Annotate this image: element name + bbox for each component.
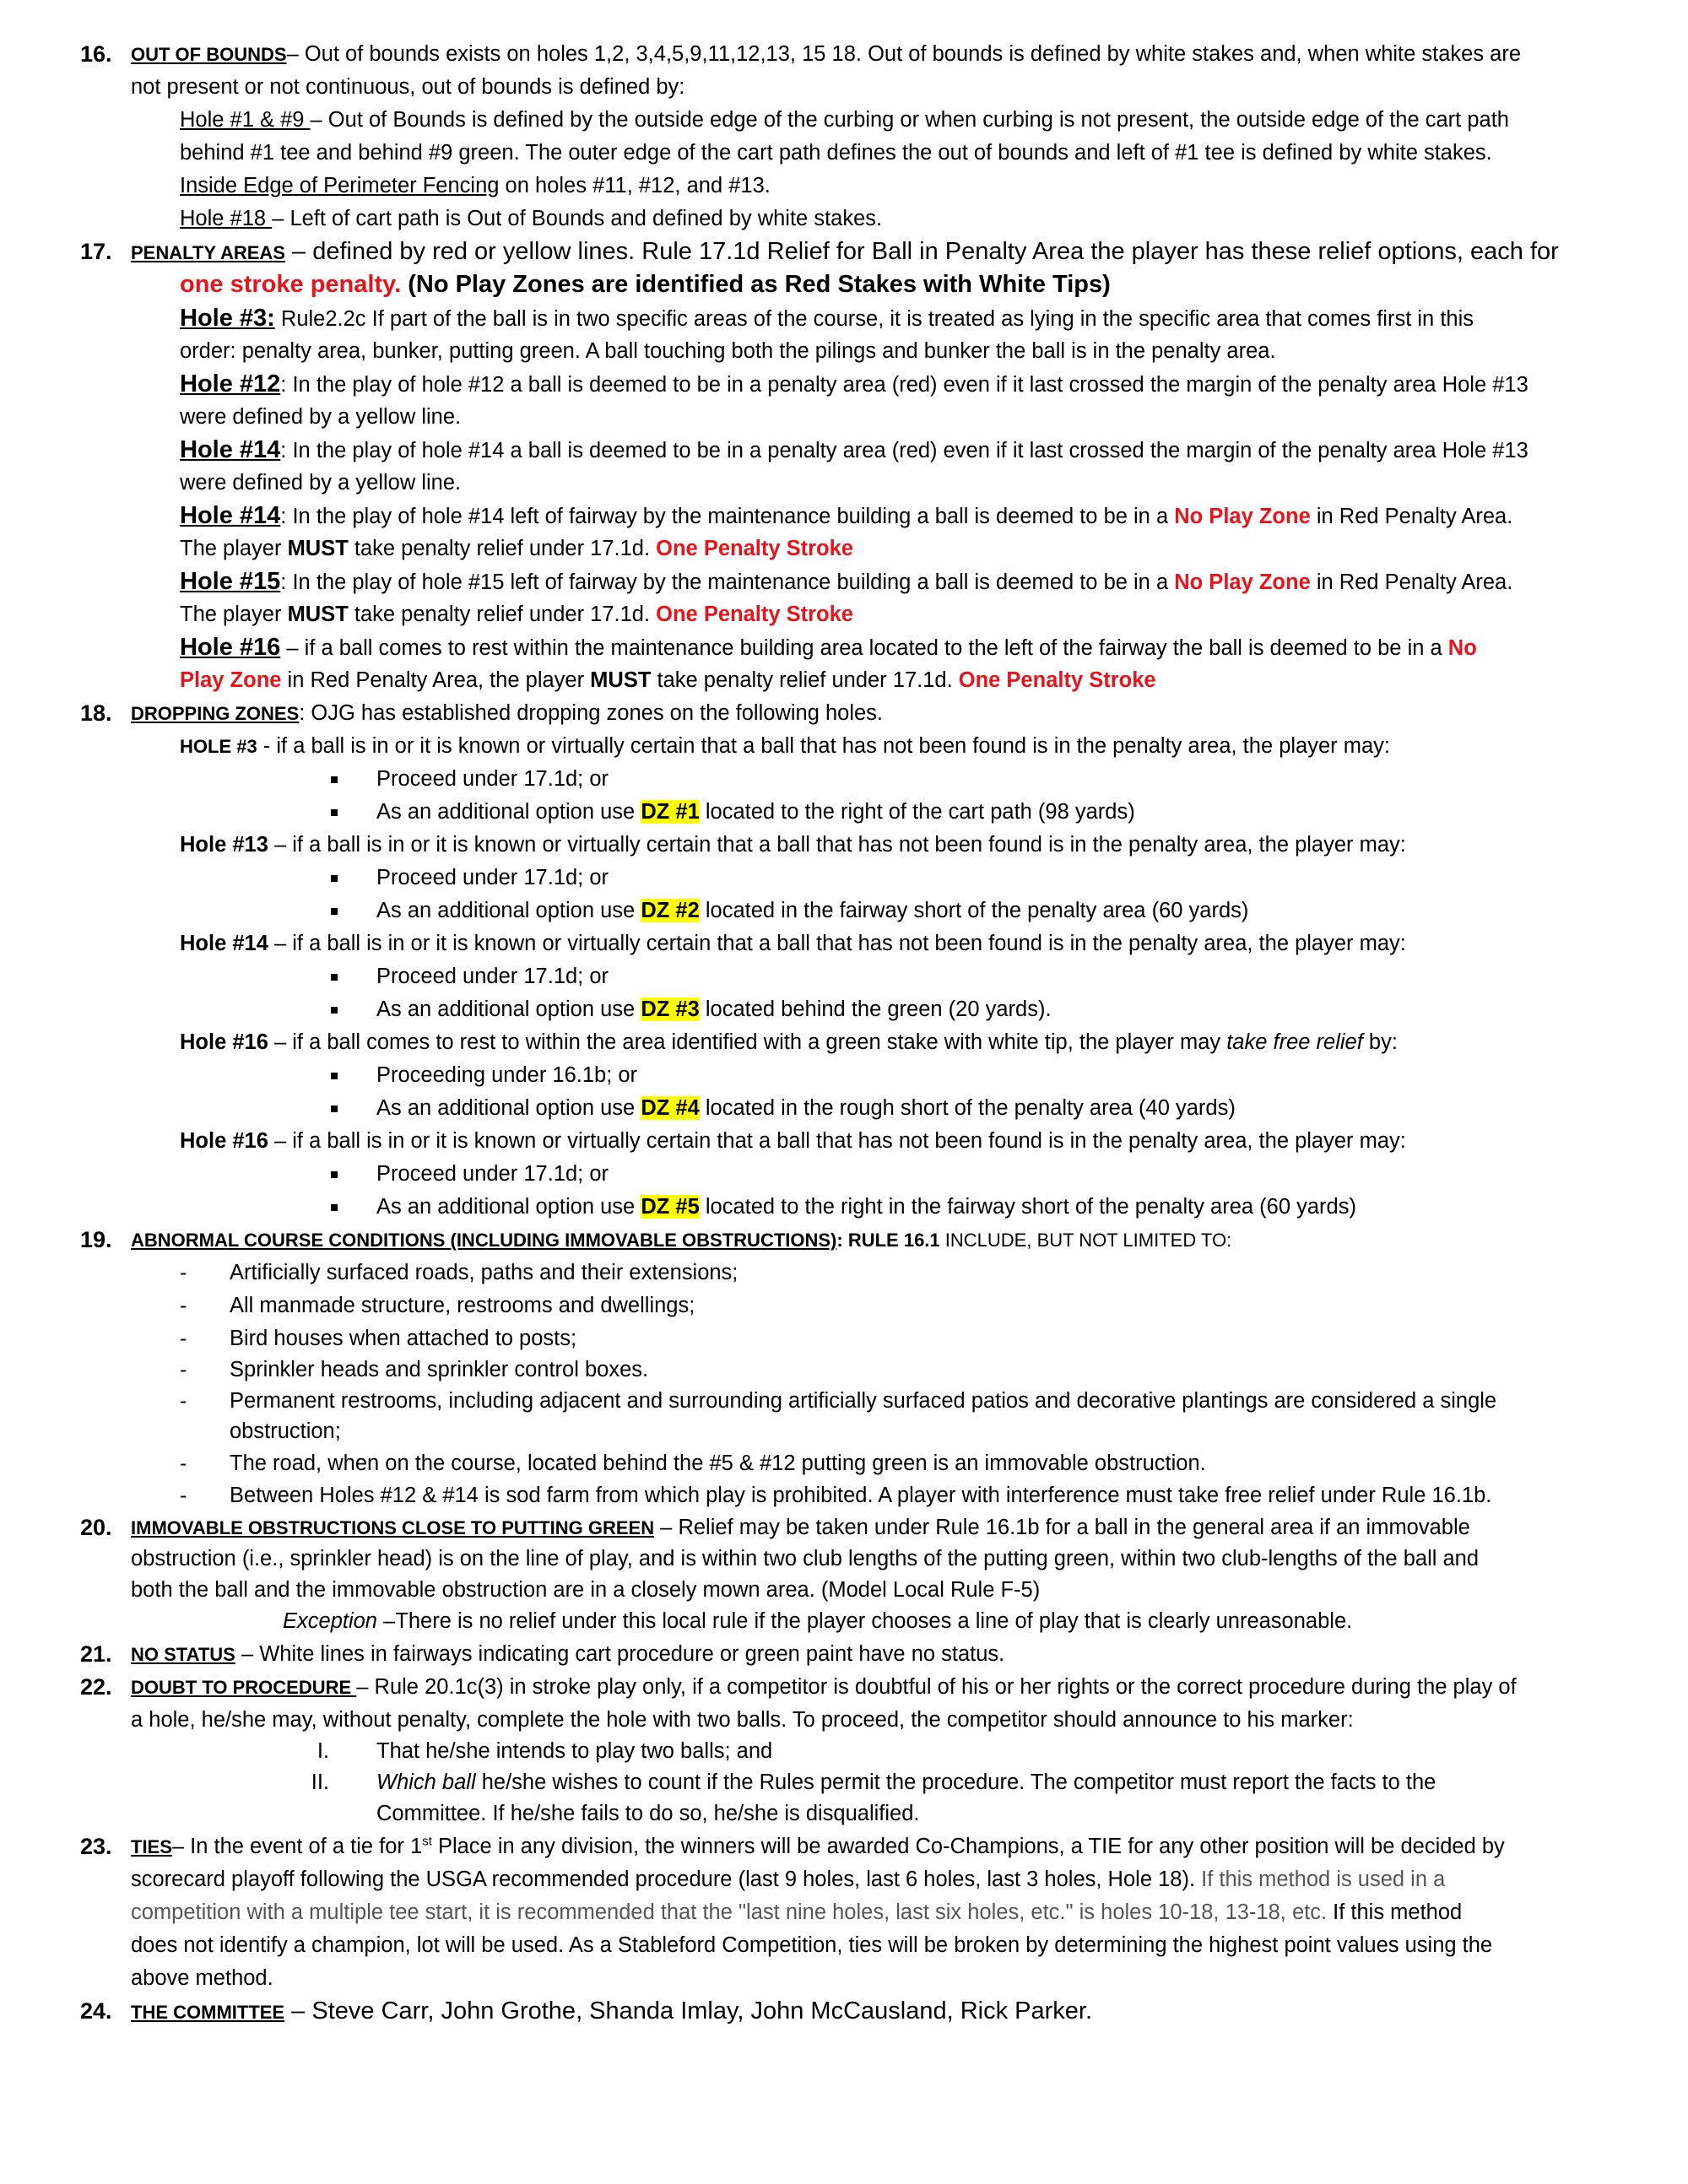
- dz-option: As an additional option use DZ #1 located to the right of the cart path (98 yards): [376, 800, 1135, 824]
- rule-number: 18.: [80, 700, 112, 726]
- dash-icon: -: [180, 1484, 187, 1507]
- roman-numeral: I.: [316, 1739, 329, 1763]
- dz-hole: Hole #16 – if a ball comes to rest to within the area identified with a green stake with white tip, the player may take free relief by:: [180, 1030, 1398, 1054]
- abnormal-item: Bird houses when attached to posts;: [230, 1327, 577, 1350]
- rule-number: 22.: [80, 1674, 112, 1700]
- dash-icon: -: [180, 1358, 187, 1381]
- abnormal-item: Between Holes #12 & #14 is sod farm from which play is prohibited. A player with interference must take free relief under Rule 16.1b.: [230, 1484, 1492, 1507]
- bullet-icon: [331, 908, 338, 915]
- rule-number: 20.: [80, 1515, 112, 1540]
- rule-22-item: That he/she intends to play two balls; and: [376, 1739, 773, 1763]
- dz-hole: Hole #14 – if a ball is in or it is known or virtually certain that a ball that has not been found is in the penalty area, the player may:: [180, 932, 1406, 955]
- dz-badge: DZ #5: [641, 1195, 700, 1219]
- rule-title: TIES: [131, 1836, 172, 1857]
- rule-title: IMMOVABLE OBSTRUCTIONS CLOSE TO PUTTING GREEN: [131, 1517, 655, 1538]
- abnormal-item: Permanent restrooms, including adjacent and surrounding artificially surfaced patios and decorative plantings are considered a single: [230, 1389, 1497, 1413]
- abnormal-item: Artificially surfaced roads, paths and their extensions;: [230, 1261, 738, 1284]
- rule-17-item: Hole #15: In the play of hole #15 left of fairway by the maintenance building a ball is deemed to be in a No Play Zone in Red Penalty Area.: [180, 568, 1513, 595]
- rule-17-item: Hole #12: In the play of hole #12 a ball is deemed to be in a penalty area (red) even if it last crossed the margin of the penalty area Hole #13: [180, 370, 1528, 397]
- rule-23-line: does not identify a champion, lot will be used. As a Stableford Competition, ties will be broken by determining the highest point values using the: [131, 1933, 1493, 1957]
- abnormal-item: All manmade structure, restrooms and dwellings;: [230, 1294, 695, 1317]
- dz-option: As an additional option use DZ #5 located to the right in the fairway short of the penalty area (60 yards): [376, 1195, 1356, 1219]
- rule-22-item: Committee. If he/she fails to do so, he/she is disqualified.: [376, 1802, 920, 1825]
- dash-icon: -: [180, 1261, 187, 1284]
- bullet-icon: [331, 1171, 338, 1178]
- rule-17-item: The player MUST take penalty relief under 17.1d. One Penalty Stroke: [180, 603, 853, 626]
- rule-17-item: were defined by a yellow line.: [180, 471, 462, 495]
- dz-option: Proceed under 17.1d; or: [376, 1162, 609, 1186]
- dz-hole: HOLE #3 - if a ball is in or it is known or virtually certain that a ball that has not been found is in the penalty area, the player may:: [180, 734, 1391, 758]
- rule-16-item: behind #1 tee and behind #9 green. The outer edge of the cart path defines the out of bounds and left of #1 tee is defined by white stakes.: [180, 141, 1492, 165]
- bullet-icon: [331, 1106, 338, 1112]
- rule-17-item: order: penalty area, bunker, putting green. A ball touching both the pilings and bunker the ball is in the penalty area.: [180, 339, 1276, 363]
- abnormal-item: obstruction;: [230, 1419, 341, 1443]
- rule-23-line: TIES– In the event of a tie for 1st Place in any division, the winners will be awarded Co-Champions, a TIE for any other position will be decided by: [131, 1834, 1505, 1858]
- rule-number: 24.: [80, 1998, 112, 2024]
- bullet-icon: [331, 1073, 338, 1079]
- rule-20-line: IMMOVABLE OBSTRUCTIONS CLOSE TO PUTTING GREEN – Relief may be taken under Rule 16.1b for a ball in the general area if an immovable: [131, 1516, 1470, 1539]
- rule-title: PENALTY AREAS: [131, 242, 285, 263]
- rule-20-line: both the ball and the immovable obstruction are in a closely mown area. (Model Local Rule F-5): [131, 1578, 1041, 1602]
- rule-22-line: a hole, he/she may, without penalty, complete the hole with two balls. To proceed, the competitor should announce to his marker:: [131, 1708, 1354, 1732]
- rule-title: ABNORMAL COURSE CONDITIONS (INCLUDING IMMOVABLE OBSTRUCTIONS): [131, 1230, 837, 1251]
- dash-icon: -: [180, 1389, 187, 1413]
- bullet-icon: [331, 974, 338, 981]
- roman-numeral: II.: [311, 1770, 329, 1794]
- bullet-icon: [331, 809, 338, 816]
- rule-22-line: DOUBT TO PROCEDURE – Rule 20.1c(3) in stroke play only, if a competitor is doubtful of his or her rights or the correct procedure during the play of: [131, 1675, 1517, 1699]
- rule-17-item: Hole #3: Rule2.2c If part of the ball is in two specific areas of the course, it is treated as lying in the specific area that comes first in this: [180, 305, 1474, 332]
- rule-17-item: Hole #14: In the play of hole #14 a ball is deemed to be in a penalty area (red) even if it last crossed the margin of the penalty area Hole #13: [180, 436, 1528, 463]
- rule-number: 16.: [80, 41, 112, 67]
- dash-icon: -: [180, 1327, 187, 1350]
- rule-16-item: Hole #18 – Left of cart path is Out of Bounds and defined by white stakes.: [180, 207, 883, 230]
- dz-hole: Hole #16 – if a ball is in or it is known or virtually certain that a ball that has not been found is in the penalty area, the player may:: [180, 1129, 1406, 1153]
- dash-icon: -: [180, 1451, 187, 1475]
- rule-20-line: obstruction (i.e., sprinkler head) is on the line of play, and is within two club lengths of the putting green, within two club-lengths of the ball and: [131, 1547, 1480, 1570]
- abnormal-item: Sprinkler heads and sprinkler control boxes.: [230, 1358, 649, 1381]
- dz-option: Proceed under 17.1d; or: [376, 866, 609, 889]
- abnormal-item: The road, when on the course, located behind the #5 & #12 putting green is an immovable obstruction.: [230, 1451, 1206, 1475]
- rule-number: 19.: [80, 1227, 112, 1252]
- dz-badge: DZ #4: [641, 1096, 700, 1120]
- dz-badge: DZ #1: [641, 800, 700, 824]
- rule-22-item: Which ball he/she wishes to count if the Rules permit the procedure. The competitor must report the facts to the: [376, 1770, 1436, 1794]
- dz-option: Proceed under 17.1d; or: [376, 965, 609, 988]
- rule-title: DOUBT TO PROCEDURE: [131, 1677, 357, 1698]
- rule-23-line: scorecard playoff following the USGA recommended procedure (last 9 holes, last 6 holes, last 3 holes, Hole 18). If this method is used in a: [131, 1868, 1446, 1891]
- rule-16-item: Hole #1 & #9 – Out of Bounds is defined by the outside edge of the curbing or when curbing is not present, the outside edge of the cart path: [180, 108, 1509, 132]
- dz-option: As an additional option use DZ #2 located in the fairway short of the penalty area (60 yards): [376, 899, 1249, 922]
- dz-badge: DZ #2: [641, 899, 700, 922]
- rule-title: DROPPING ZONES: [131, 703, 300, 724]
- rule-21-line: NO STATUS – White lines in fairways indicating cart procedure or green paint have no status.: [131, 1642, 1005, 1666]
- dash-icon: -: [180, 1294, 187, 1317]
- rule-19-line: ABNORMAL COURSE CONDITIONS (INCLUDING IMMOVABLE OBSTRUCTIONS): RULE 16.1 INCLUDE, BUT NOT LIMITED TO:: [131, 1230, 1232, 1251]
- rule-17-item: Hole #16 – if a ball comes to rest within the maintenance building area located to the left of the fairway the ball is deemed to be in a No: [180, 634, 1477, 661]
- dz-option: As an additional option use DZ #4 located in the rough short of the penalty area (40 yards): [376, 1096, 1236, 1120]
- bullet-icon: [331, 776, 338, 783]
- bullet-icon: [331, 875, 338, 882]
- rule-17-item: The player MUST take penalty relief under 17.1d. One Penalty Stroke: [180, 537, 853, 560]
- rule-16-line: OUT OF BOUNDS– Out of bounds exists on holes 1,2, 3,4,5,9,11,12,13, 15 18. Out of bounds is defined by white stakes and, when white stakes are: [131, 42, 1522, 66]
- rule-24-line: THE COMMITTEE – Steve Carr, John Grothe, Shanda Imlay, John McCausland, Rick Parker.: [131, 1997, 1093, 2025]
- rule-16-line: not present or not continuous, out of bounds is defined by:: [131, 75, 685, 99]
- rule-23-line: competition with a multiple tee start, it is recommended that the "last nine holes, last six holes, etc." is holes 10-18, 13-18, etc. If this method: [131, 1900, 1463, 1924]
- rule-17-line: one stroke penalty. (No Play Zones are identified as Red Stakes with White Tips): [180, 271, 1111, 298]
- rule-23-line: above method.: [131, 1966, 273, 1990]
- bullet-icon: [331, 1204, 338, 1211]
- rule-17-item: were defined by a yellow line.: [180, 405, 462, 429]
- dz-option: Proceed under 17.1d; or: [376, 767, 609, 791]
- rule-title: THE COMMITTEE: [131, 2002, 285, 2023]
- dz-option: As an additional option use DZ #3 located behind the green (20 yards).: [376, 997, 1052, 1021]
- dz-hole: Hole #13 – if a ball is in or it is known or virtually certain that a ball that has not been found is in the penalty area, the player may:: [180, 833, 1406, 857]
- rule-title: OUT OF BOUNDS: [131, 44, 287, 65]
- dz-option: Proceeding under 16.1b; or: [376, 1063, 638, 1087]
- rule-18-line: DROPPING ZONES: OJG has established dropping zones on the following holes.: [131, 701, 884, 725]
- dz-badge: DZ #3: [641, 997, 700, 1021]
- rule-17-line: PENALTY AREAS – defined by red or yellow lines. Rule 17.1d Relief for Ball in Penalty Area the player has these relief options, each for: [131, 238, 1559, 265]
- rule-title: NO STATUS: [131, 1644, 235, 1665]
- rule-17-item: Play Zone in Red Penalty Area, the player MUST take penalty relief under 17.1d. One Penalty Stroke: [180, 668, 1156, 692]
- rule-number: 17.: [80, 239, 112, 264]
- bullet-icon: [331, 1007, 338, 1014]
- rule-number: 21.: [80, 1641, 112, 1667]
- rule-20-exception: Exception –There is no relief under this local rule if the player chooses a line of play that is clearly unreasonable.: [283, 1609, 1353, 1633]
- rule-number: 23.: [80, 1834, 112, 1859]
- rule-17-item: Hole #14: In the play of hole #14 left of fairway by the maintenance building a ball is deemed to be in a No Play Zone in Red Penalty Area.: [180, 502, 1513, 529]
- rule-16-item: Inside Edge of Perimeter Fencing on holes #11, #12, and #13.: [180, 174, 771, 197]
